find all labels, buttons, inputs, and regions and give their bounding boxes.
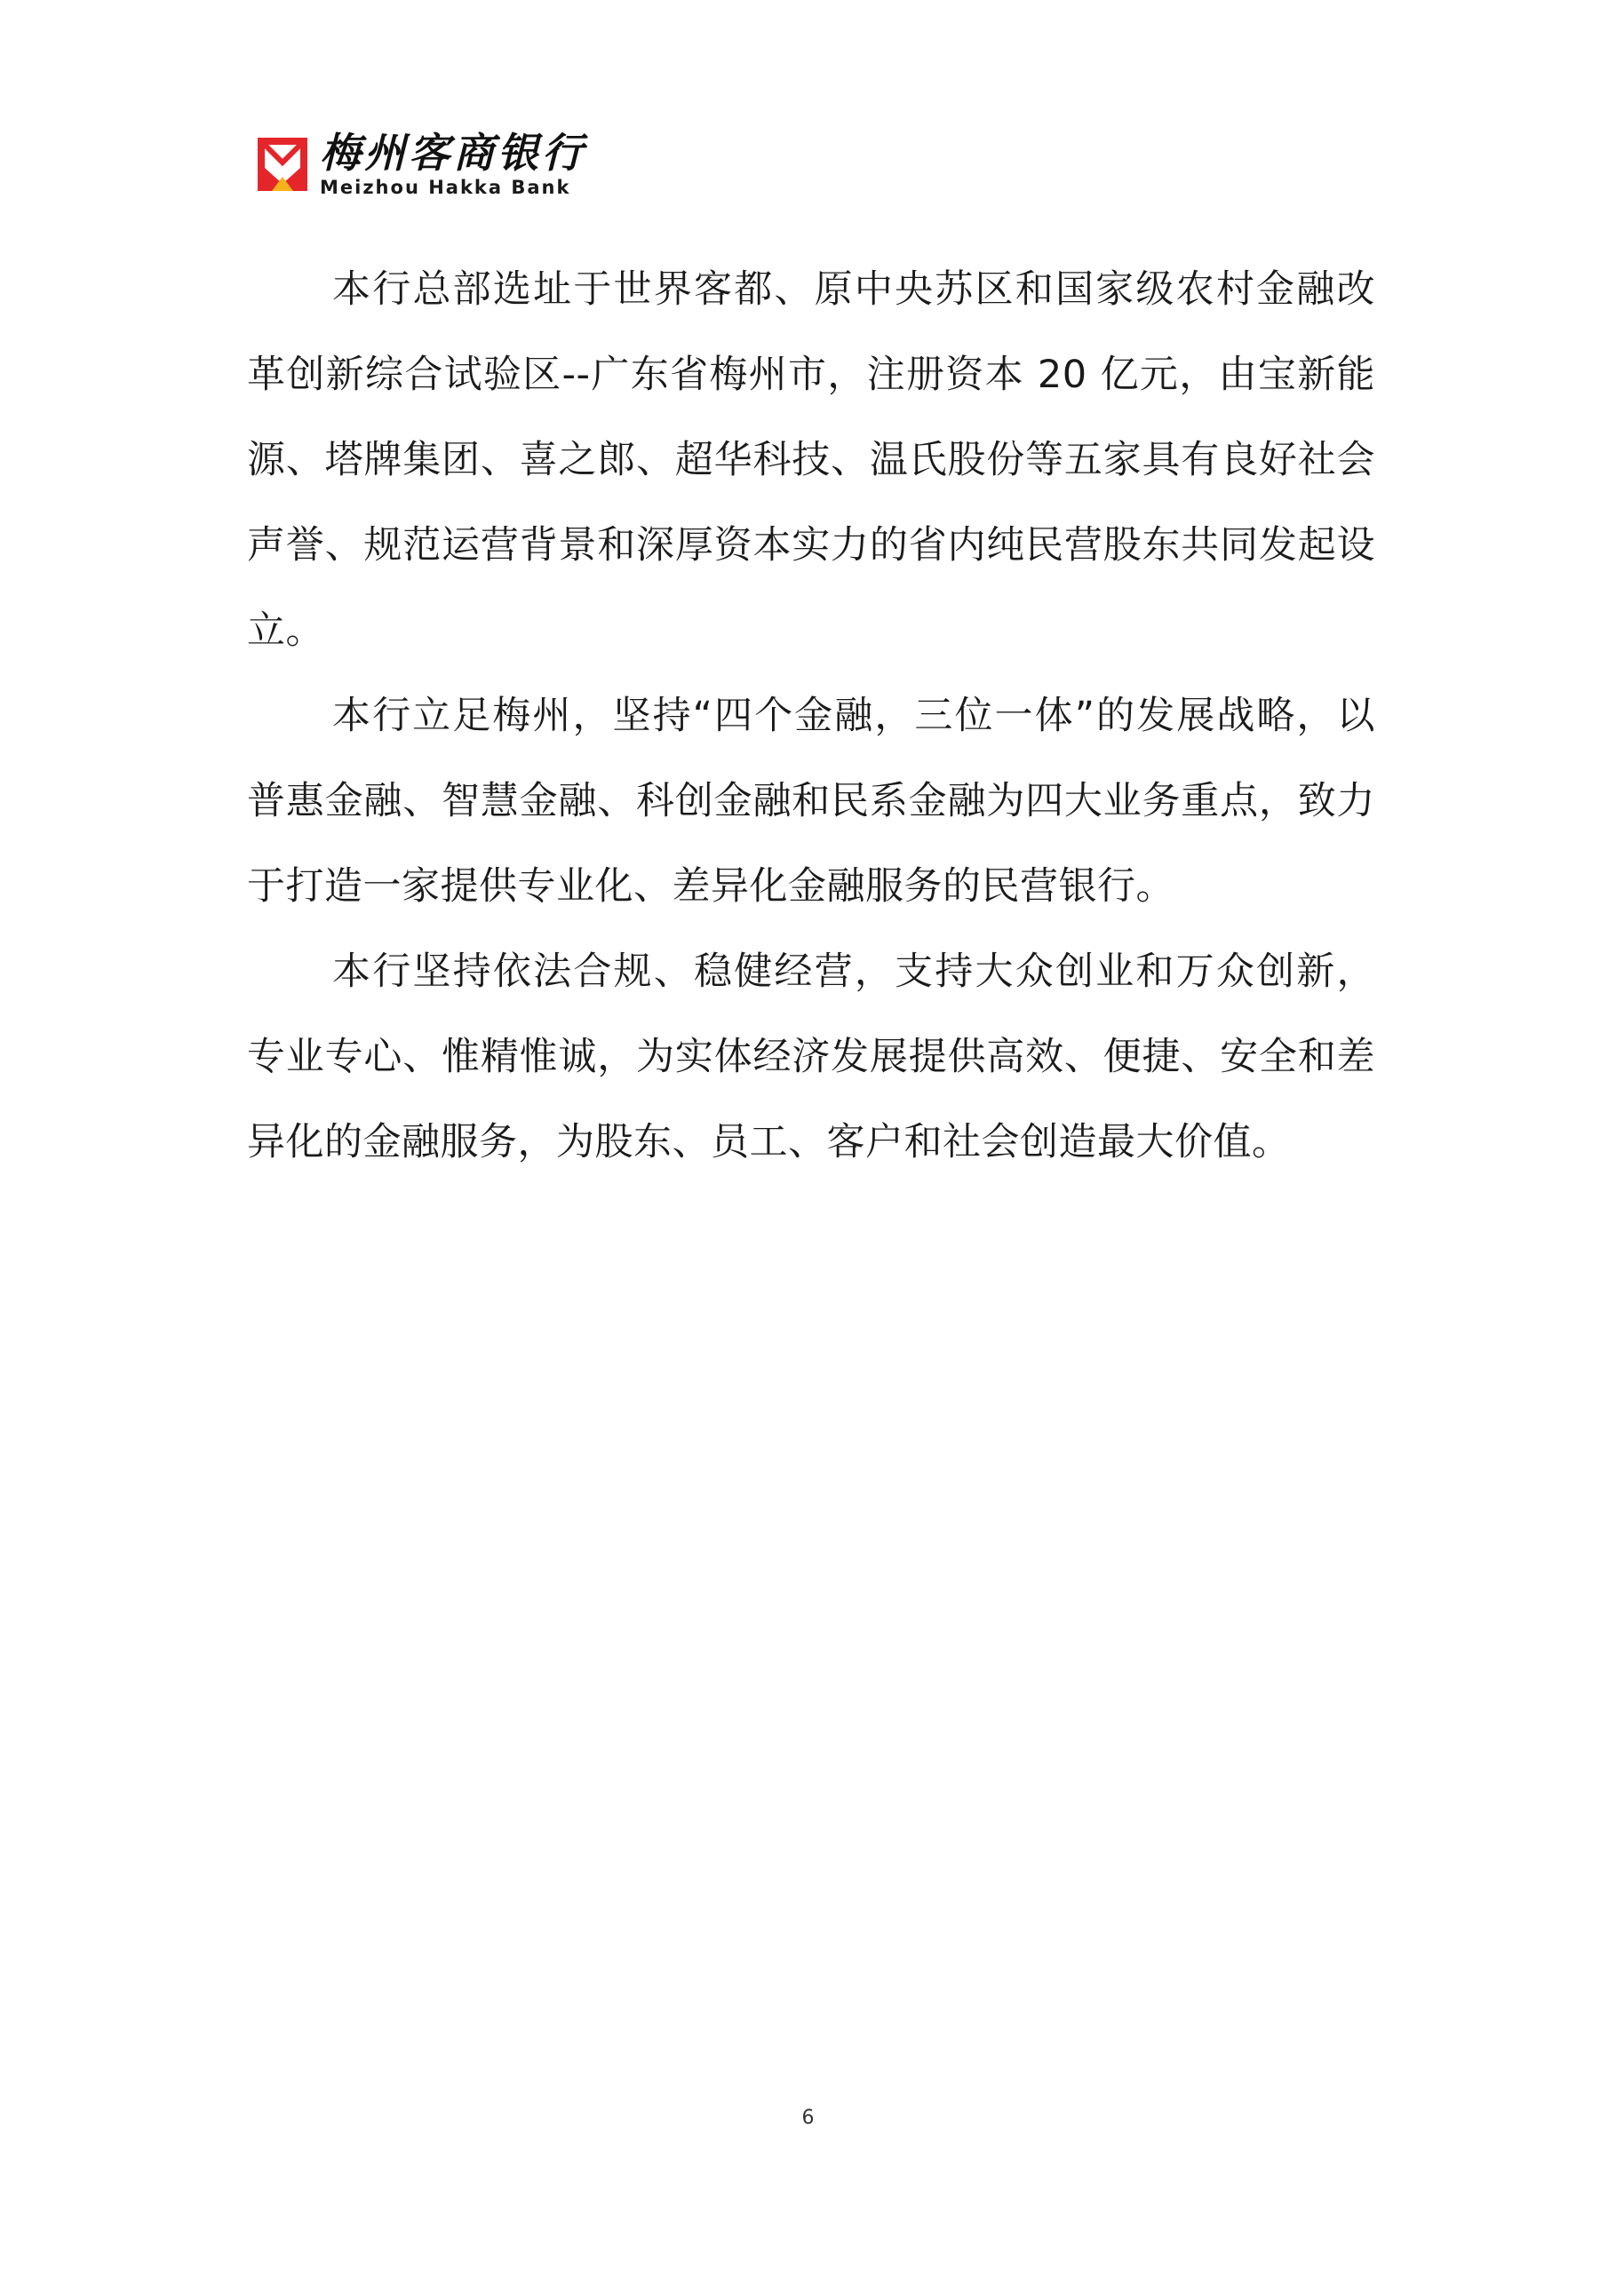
body-text [247, 247, 1375, 1185]
page-number: 6 [801, 2107, 815, 2129]
bank-name-chinese: 梅州客商银行 [320, 129, 586, 177]
paragraph-operations: 本行坚持依法合规、稳健经营，支持大众创业和万众创新，专业专心、惟精惟诚，为实体经济发展提供高效、便捷、安全和差异化的金融服务，为股东、员工、客户和社会创造最大价值。 [247, 949, 1375, 1164]
bank-name-english: Meizhou Hakka Bank [320, 177, 571, 198]
page-header [254, 124, 586, 204]
paragraph-headquarters: 本行总部选址于世界客都、原中央苏区和国家级农村金融改革创新综合试验区--广东省梅州市，注册资本 20 亿元，由宝新能源、塔牌集团、喜之郎、超华科技、温氏股份等五家具有良好社会声誉、规范运营背景和深厚资本实力的省内纯民营股东共同发起设立。 [247, 267, 1375, 653]
bank-logo-text [320, 130, 586, 199]
bank-logo-icon [254, 132, 311, 196]
paragraph-strategy: 本行立足梅州，坚持“四个金融，三位一体”的发展战略，以普惠金融、智慧金融、科创金融和民系金融为四大业务重点，致力于打造一家提供专业化、差异化金融服务的民营银行。 [247, 694, 1375, 909]
